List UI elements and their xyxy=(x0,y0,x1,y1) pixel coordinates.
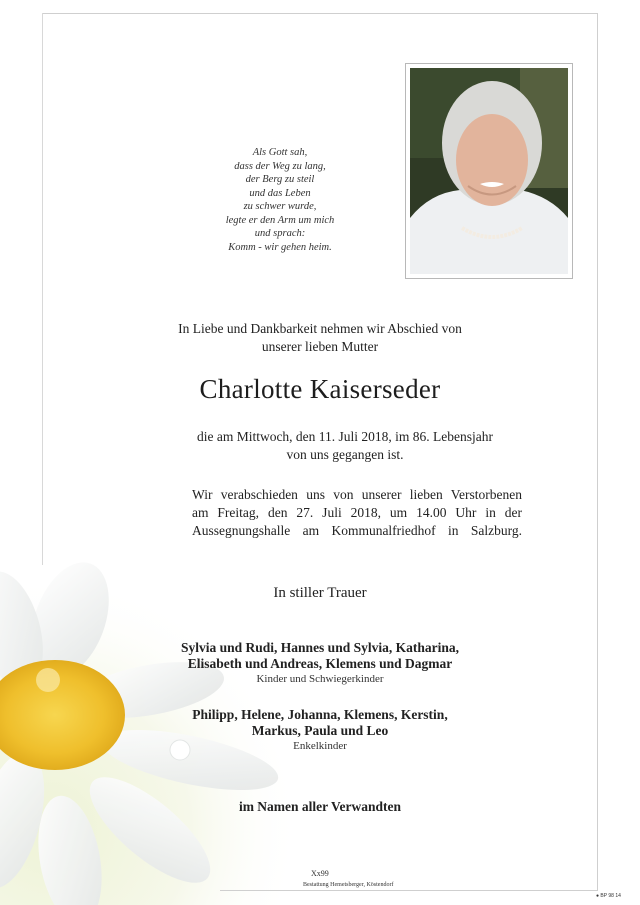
undertaker-name: Bestattung Hemetsberger, Köstendorf xyxy=(303,882,394,888)
template-code: Xx99 xyxy=(311,869,329,878)
mourners-role: Kinder und Schwiegerkinder xyxy=(256,673,384,685)
poem-line: und sprach: xyxy=(254,228,306,239)
deceased-name: Charlotte Kaiserseder xyxy=(199,374,441,404)
poem-line: Komm - wir gehen heim. xyxy=(228,241,332,253)
intro-line-2: unserer lieben Mutter xyxy=(261,339,379,354)
poem-line: zu schwer wurde, xyxy=(243,201,317,212)
funeral-details xyxy=(192,486,522,540)
mourners-names-line-1: Sylvia und Rudi, Hannes und Sylvia, Katharina, xyxy=(181,640,459,655)
mourners-names-line-2: Elisabeth und Andreas, Klemens und Dagmar xyxy=(187,656,453,671)
mourners-names-line-1: Philipp, Helene, Johanna, Klemens, Kerstin, xyxy=(192,707,448,722)
mourners-role: Enkelkinder xyxy=(293,740,347,752)
portrait-frame xyxy=(405,63,573,279)
funeral-line-2: am Freitag, den 27. Juli 2018, um 14.00 Uhr in der xyxy=(192,505,522,520)
portrait-photo xyxy=(410,68,568,274)
intro-text xyxy=(160,320,480,356)
poem-line: dass der Weg zu lang, xyxy=(234,160,326,172)
frame-left-line xyxy=(42,13,43,565)
brand-mark: ● BP 98 14 xyxy=(596,893,621,899)
death-line-1: die am Mittwoch, den 11. Juli 2018, im 86. Lebensjahr xyxy=(196,429,494,444)
funeral-line-1: Wir verabschieden uns von unserer lieben Verstorbenen xyxy=(192,487,522,502)
funeral-line-3: Aussegnungshalle am Kommunalfriedhof in Salzburg. xyxy=(192,523,522,538)
poem-line: Als Gott sah, xyxy=(252,147,308,158)
death-line-2: von uns gegangen ist. xyxy=(286,447,404,462)
poem xyxy=(190,146,370,254)
closing-line: im Namen aller Verwandten xyxy=(238,799,402,814)
frame-top-line xyxy=(42,13,598,14)
intro-line-1: In Liebe und Dankbarkeit nehmen wir Abschied von xyxy=(178,321,462,336)
poem-line: und das Leben xyxy=(249,187,311,199)
mourners-children xyxy=(160,640,480,686)
frame-right-line xyxy=(597,13,598,891)
death-notice xyxy=(160,428,530,464)
mourners-names-line-2: Markus, Paula und Leo xyxy=(251,723,389,738)
frame-bottom-line xyxy=(220,890,598,891)
mourning-heading: In stiller Trauer xyxy=(273,585,367,601)
poem-line: der Berg zu steil xyxy=(245,174,315,185)
poem-line: legte er den Arm um mich xyxy=(225,214,335,226)
mourners-grandchildren xyxy=(160,707,480,753)
